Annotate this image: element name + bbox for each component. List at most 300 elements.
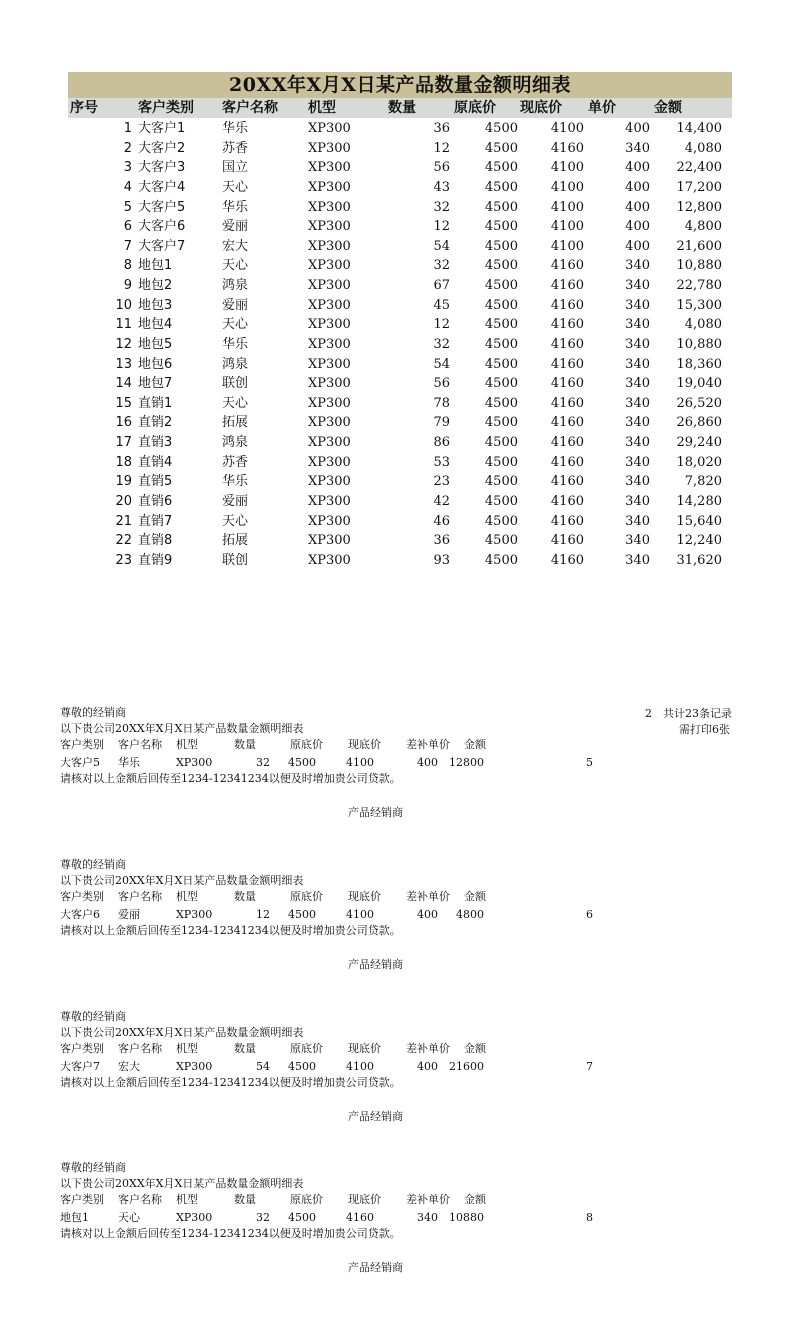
quantity-cell[interactable]: 46 [433,513,450,529]
amount-cell[interactable]: 15,640 [676,513,722,529]
notice-signature: 产品经销商 [348,958,403,971]
customer-type-cell[interactable]: 大客户2 [138,140,186,156]
customer-name-cell[interactable]: 华乐 [222,121,249,136]
quantity-cell[interactable]: 54 [433,356,450,372]
customer-type-cell[interactable]: 大客户3 [138,160,186,176]
current-price-cell[interactable]: 4100 [550,238,584,254]
quantity-cell[interactable]: 36 [433,533,450,549]
row-number-cell[interactable]: 7 [123,238,132,254]
model-cell[interactable]: XP300 [308,258,351,274]
notice-diff-cell[interactable]: 400 [417,756,438,769]
notice-intro: 以下贵公司20XX年X月X日某产品数量金额明细表 [60,722,304,735]
quantity-cell[interactable]: 42 [433,493,450,509]
table-row [68,335,732,355]
unit-price-cell[interactable]: 340 [625,513,650,529]
original-price-cell[interactable]: 4500 [484,513,518,529]
customer-name-cell[interactable]: 联创 [222,552,249,568]
current-price-cell[interactable]: 4160 [550,474,584,490]
row-number-cell[interactable]: 4 [123,179,132,195]
quantity-cell[interactable]: 45 [433,297,450,313]
row-number-cell[interactable]: 21 [115,513,132,529]
row-number-cell[interactable]: 11 [115,317,132,333]
unit-price-cell[interactable]: 340 [625,395,650,411]
header-now[interactable]: 现底价 [520,100,562,116]
original-price-cell[interactable]: 4500 [484,317,518,333]
model-cell[interactable]: XP300 [308,493,351,509]
model-cell[interactable]: XP300 [308,435,351,450]
notice-qty-cell[interactable]: 32 [256,756,270,769]
model-cell[interactable]: XP300 [308,513,351,529]
notice-greeting: 尊敬的经销商 [60,858,126,871]
customer-type-cell[interactable]: 直销4 [138,454,173,470]
original-price-cell[interactable]: 4500 [484,474,518,490]
quantity-cell[interactable]: 32 [433,336,450,352]
unit-price-cell[interactable]: 340 [625,297,650,313]
table-row [68,433,732,453]
notice-orig-cell[interactable]: 4500 [288,908,316,921]
model-cell[interactable]: XP300 [308,317,351,333]
row-number-cell[interactable]: 5 [123,199,132,215]
model-cell[interactable]: XP300 [308,278,351,293]
amount-cell[interactable]: 10,880 [676,258,722,274]
notice-amount-cell[interactable]: 21600 [449,1060,484,1073]
notice-orig-cell[interactable]: 4500 [288,1211,316,1224]
table-row [68,492,732,512]
model-cell[interactable]: XP300 [308,297,351,313]
model-cell[interactable]: XP300 [308,376,351,392]
unit-price-cell[interactable]: 340 [625,140,650,156]
original-price-cell[interactable]: 4500 [484,238,518,254]
table-row [68,374,732,394]
notice-orig-cell[interactable]: 4500 [288,756,316,769]
customer-name-cell[interactable]: 苏香 [222,454,249,470]
model-cell[interactable]: XP300 [308,199,351,215]
notice-now-cell[interactable]: 4100 [346,756,374,769]
customer-type-cell[interactable]: 直销5 [138,474,173,490]
header-model[interactable]: 机型 [308,100,336,116]
original-price-cell[interactable]: 4500 [484,533,518,549]
header-unit[interactable]: 单价 [588,100,616,116]
customer-type-cell[interactable]: 地包3 [138,297,173,313]
original-price-cell[interactable]: 4500 [484,376,518,392]
amount-cell[interactable]: 4,080 [684,140,722,156]
original-price-cell[interactable]: 4500 [484,395,518,411]
customer-name-cell[interactable]: 华乐 [222,199,249,215]
notice-orig-cell[interactable]: 4500 [288,1060,316,1073]
amount-cell[interactable]: 22,780 [676,278,722,293]
notice-qty-cell[interactable]: 12 [256,908,270,921]
model-cell[interactable]: XP300 [308,336,351,352]
original-price-cell[interactable]: 4500 [484,121,518,136]
model-cell[interactable]: XP300 [308,179,351,195]
row-number-cell[interactable]: 3 [123,160,132,176]
notice-index-cell[interactable]: 5 [586,756,593,769]
amount-cell[interactable]: 4,800 [684,219,722,235]
amount-cell[interactable]: 29,240 [676,435,722,450]
quantity-cell[interactable]: 12 [433,140,450,156]
unit-price-cell[interactable]: 340 [625,533,650,549]
table-row [68,315,732,335]
header-amount[interactable]: 金额 [654,100,682,116]
row-number-cell[interactable]: 12 [115,336,132,352]
amount-cell[interactable]: 19,040 [676,376,722,392]
notice-header-cell: 原底价 [290,1193,323,1206]
model-cell[interactable]: XP300 [308,474,351,490]
table-row [68,394,732,414]
original-price-cell[interactable]: 4500 [484,356,518,372]
unit-price-cell[interactable]: 400 [625,121,650,136]
customer-type-cell[interactable]: 直销1 [138,395,173,411]
notice-name-cell[interactable]: 天心 [118,1211,140,1224]
customer-type-cell[interactable]: 直销6 [138,493,173,509]
notice-header-cell: 机型 [176,890,198,903]
customer-type-cell[interactable]: 地包2 [138,278,173,293]
current-price-cell[interactable]: 4100 [550,199,584,215]
row-number-cell[interactable]: 1 [123,121,132,136]
amount-cell[interactable]: 18,020 [676,454,722,470]
customer-type-cell[interactable]: 地包5 [138,336,173,352]
current-price-cell[interactable]: 4160 [550,454,584,470]
notice-index-cell[interactable]: 7 [586,1060,593,1073]
quantity-cell[interactable]: 56 [433,376,450,392]
quantity-cell[interactable]: 67 [433,278,450,293]
amount-cell[interactable]: 14,400 [676,121,722,136]
current-price-cell[interactable]: 4160 [550,140,584,156]
unit-price-cell[interactable]: 340 [625,552,650,568]
current-price-cell[interactable]: 4160 [550,415,584,431]
notice-header-cell: 金额 [464,1193,486,1206]
customer-type-cell[interactable]: 地包7 [138,376,173,392]
customer-type-cell[interactable]: 地包4 [138,317,173,333]
row-number-cell[interactable]: 10 [115,297,132,313]
notice-model-cell[interactable]: XP300 [176,1211,213,1224]
quantity-cell[interactable]: 79 [433,415,450,431]
notice-header-cell: 客户名称 [118,890,162,903]
customer-type-cell[interactable]: 直销9 [138,552,173,568]
notice-header-cell: 客户类别 [60,738,104,751]
header-type[interactable]: 客户类别 [138,100,194,116]
unit-price-cell[interactable]: 400 [625,160,650,176]
original-price-cell[interactable]: 4500 [484,278,518,293]
amount-cell[interactable]: 17,200 [676,179,722,195]
notice-request: 请核对以上金额后回传至1234-12341234以便及时增加贵公司贷款。 [60,772,401,785]
quantity-cell[interactable]: 32 [433,199,450,215]
row-number-cell[interactable]: 20 [115,493,132,509]
notice-header-cell: 客户名称 [118,738,162,751]
row-number-cell[interactable]: 18 [115,454,132,470]
current-price-cell[interactable]: 4160 [550,395,584,411]
notice-request: 请核对以上金额后回传至1234-12341234以便及时增加贵公司贷款。 [60,924,401,937]
unit-price-cell[interactable]: 400 [625,219,650,235]
row-number-cell[interactable]: 2 [123,140,132,156]
unit-price-cell[interactable]: 340 [625,474,650,490]
amount-cell[interactable]: 26,520 [676,395,722,411]
customer-type-cell[interactable]: 直销3 [138,435,173,450]
notice-signature: 产品经销商 [348,1261,403,1274]
customer-type-cell[interactable]: 大客户5 [138,199,186,215]
model-cell[interactable]: XP300 [308,415,351,431]
notice-header-cell: 金额 [464,1042,486,1055]
quantity-cell[interactable]: 86 [433,435,450,450]
original-price-cell[interactable]: 4500 [484,160,518,176]
notice-amount-cell[interactable]: 10880 [449,1211,484,1224]
notice-header-cell: 客户类别 [60,1193,104,1206]
unit-price-cell[interactable]: 400 [625,238,650,254]
current-price-cell[interactable]: 4160 [550,552,584,568]
quantity-cell[interactable]: 43 [433,179,450,195]
notice-header-cell: 客户名称 [118,1193,162,1206]
notice-amount-cell[interactable]: 4800 [456,908,484,921]
notice-header-cell: 现底价 [348,890,381,903]
table-row [68,276,732,296]
unit-price-cell[interactable]: 400 [625,179,650,195]
table-row [68,472,732,492]
model-cell[interactable]: XP300 [308,219,351,235]
amount-cell[interactable]: 18,360 [676,356,722,372]
current-price-cell[interactable]: 4160 [550,533,584,549]
header-qty[interactable]: 数量 [388,100,416,116]
notice-type-cell[interactable]: 大客户7 [60,1060,100,1073]
row-number-cell[interactable]: 6 [123,219,132,235]
model-cell[interactable]: XP300 [308,160,351,176]
original-price-cell[interactable]: 4500 [484,454,518,470]
quantity-cell[interactable]: 36 [433,121,450,136]
table-row [68,355,732,375]
quantity-cell[interactable]: 56 [433,160,450,176]
customer-name-cell[interactable]: 宏大 [222,238,249,254]
notice-diff-cell[interactable]: 340 [417,1211,438,1224]
row-number-cell[interactable]: 23 [115,552,132,568]
customer-name-cell[interactable]: 爱丽 [222,297,249,313]
customer-name-cell[interactable]: 华乐 [222,336,249,352]
notice-name-cell[interactable]: 宏大 [118,1060,140,1073]
notice-now-cell[interactable]: 4100 [346,908,374,921]
customer-type-cell[interactable]: 大客户6 [138,219,186,235]
notice-diff-cell[interactable]: 400 [417,908,438,921]
current-price-cell[interactable]: 4160 [550,435,584,450]
print-pages: 需打印6张 [679,723,730,736]
customer-type-cell[interactable]: 大客户4 [138,179,186,195]
table-row [68,139,732,159]
customer-name-cell[interactable]: 鸿泉 [222,278,249,293]
notice-model-cell[interactable]: XP300 [176,908,213,921]
model-cell[interactable]: XP300 [308,356,351,372]
notice-header-cell: 金额 [464,738,486,751]
amount-cell[interactable]: 22,400 [676,160,722,176]
model-cell[interactable]: XP300 [308,140,351,156]
amount-cell[interactable]: 10,880 [676,336,722,352]
quantity-cell[interactable]: 23 [433,474,450,490]
amount-cell[interactable]: 21,600 [676,238,722,254]
amount-cell[interactable]: 12,800 [676,199,722,215]
amount-cell[interactable]: 14,280 [676,493,722,509]
current-price-cell[interactable]: 4100 [550,121,584,136]
header-no[interactable]: 序号 [70,100,98,116]
notice-amount-cell[interactable]: 12800 [449,756,484,769]
quantity-cell[interactable]: 93 [433,552,450,568]
notice-index-cell[interactable]: 8 [586,1211,593,1224]
header-name[interactable]: 客户名称 [222,100,278,116]
notice-header-cell: 原底价 [290,890,323,903]
notice-header-cell: 现底价 [348,738,381,751]
customer-type-cell[interactable]: 直销7 [138,513,173,529]
model-cell[interactable]: XP300 [308,552,351,568]
row-number-cell[interactable]: 16 [115,415,132,431]
notice-type-cell[interactable]: 大客户5 [60,756,100,769]
model-cell[interactable]: XP300 [308,454,351,470]
unit-price-cell[interactable]: 340 [625,258,650,274]
current-price-cell[interactable]: 4160 [550,356,584,372]
notice-type-cell[interactable]: 地包1 [60,1211,89,1224]
unit-price-cell[interactable]: 340 [625,376,650,392]
unit-price-cell[interactable]: 340 [625,356,650,372]
notice-model-cell[interactable]: XP300 [176,756,213,769]
notice-header-cell: 客户类别 [60,1042,104,1055]
notice-header-cell: 差补单价 [406,1193,450,1206]
row-number-cell[interactable]: 14 [115,376,132,392]
table-header [68,98,732,118]
notice-name-cell[interactable]: 华乐 [118,756,140,769]
original-price-cell[interactable]: 4500 [484,219,518,235]
notice-qty-cell[interactable]: 54 [256,1060,270,1073]
notice-header-cell: 客户名称 [118,1042,162,1055]
amount-cell[interactable]: 31,620 [676,552,722,568]
original-price-cell[interactable]: 4500 [484,415,518,431]
current-price-cell[interactable]: 4160 [550,317,584,333]
customer-name-cell[interactable]: 鸿泉 [222,356,249,372]
customer-name-cell[interactable]: 爱丽 [222,219,249,235]
table-row [68,178,732,198]
notice-diff-cell[interactable]: 400 [417,1060,438,1073]
row-number-cell[interactable]: 17 [115,435,132,450]
unit-price-cell[interactable]: 340 [625,278,650,293]
customer-type-cell[interactable]: 地包1 [138,258,173,274]
table-row [68,237,732,257]
customer-name-cell[interactable]: 拓展 [222,533,249,549]
original-price-cell[interactable]: 4500 [484,297,518,313]
current-price-cell[interactable]: 4160 [550,513,584,529]
original-price-cell[interactable]: 4500 [484,179,518,195]
customer-name-cell[interactable]: 天心 [222,258,249,274]
quantity-cell[interactable]: 32 [433,258,450,274]
dealer-notice [60,1010,740,1125]
notice-type-cell[interactable]: 大客户6 [60,908,100,921]
unit-price-cell[interactable]: 340 [625,435,650,450]
current-price-cell[interactable]: 4100 [550,219,584,235]
notice-name-cell[interactable]: 爱丽 [118,908,140,921]
customer-name-cell[interactable]: 天心 [222,179,249,195]
amount-cell[interactable]: 7,820 [684,474,722,490]
row-number-cell[interactable]: 15 [115,395,132,411]
unit-price-cell[interactable]: 340 [625,415,650,431]
customer-name-cell[interactable]: 联创 [222,376,249,392]
amount-cell[interactable]: 15,300 [676,297,722,313]
model-cell[interactable]: XP300 [308,238,351,254]
model-cell[interactable]: XP300 [308,121,351,136]
original-price-cell[interactable]: 4500 [484,493,518,509]
original-price-cell[interactable]: 4500 [484,336,518,352]
unit-price-cell[interactable]: 340 [625,454,650,470]
quantity-cell[interactable]: 78 [433,395,450,411]
notice-qty-cell[interactable]: 32 [256,1211,270,1224]
original-price-cell[interactable]: 4500 [484,435,518,450]
customer-type-cell[interactable]: 大客户7 [138,238,186,254]
current-price-cell[interactable]: 4160 [550,493,584,509]
notice-header-cell: 数量 [234,1042,256,1055]
notice-now-cell[interactable]: 4160 [346,1211,374,1224]
current-price-cell[interactable]: 4160 [550,336,584,352]
total-records: 共计23条记录 [663,707,732,720]
quantity-cell[interactable]: 12 [433,219,450,235]
current-price-cell[interactable]: 4160 [550,297,584,313]
unit-price-cell[interactable]: 340 [625,493,650,509]
table-row [68,158,732,178]
quantity-cell[interactable]: 12 [433,317,450,333]
customer-name-cell[interactable]: 苏香 [222,140,249,156]
notice-header-cell: 机型 [176,1193,198,1206]
quantity-cell[interactable]: 53 [433,454,450,470]
notice-model-cell[interactable]: XP300 [176,1060,213,1073]
model-cell[interactable]: XP300 [308,395,351,411]
row-number-cell[interactable]: 13 [115,356,132,372]
customer-name-cell[interactable]: 天心 [222,395,249,411]
customer-type-cell[interactable]: 大客户1 [138,121,186,136]
quantity-cell[interactable]: 54 [433,238,450,254]
customer-name-cell[interactable]: 天心 [222,317,249,333]
customer-name-cell[interactable]: 爱丽 [222,493,249,509]
notice-header-cell: 现底价 [348,1193,381,1206]
row-number-cell[interactable]: 19 [115,474,132,490]
customer-name-cell[interactable]: 鸿泉 [222,435,249,450]
notice-now-cell[interactable]: 4100 [346,1060,374,1073]
header-orig[interactable]: 原底价 [454,100,496,116]
customer-type-cell[interactable]: 直销8 [138,533,173,549]
current-price-cell[interactable]: 4160 [550,376,584,392]
row-number-cell[interactable]: 9 [123,278,132,293]
current-price-cell[interactable]: 4160 [550,278,584,293]
notice-index-cell[interactable]: 6 [586,908,593,921]
original-price-cell[interactable]: 4500 [484,199,518,215]
customer-type-cell[interactable]: 直销2 [138,415,173,431]
customer-name-cell[interactable]: 拓展 [222,415,249,431]
current-price-cell[interactable]: 4160 [550,258,584,274]
notice-header-cell: 现底价 [348,1042,381,1055]
amount-cell[interactable]: 4,080 [684,317,722,333]
current-price-cell[interactable]: 4100 [550,179,584,195]
amount-cell[interactable]: 26,860 [676,415,722,431]
original-price-cell[interactable]: 4500 [484,140,518,156]
current-price-cell[interactable]: 4100 [550,160,584,176]
original-price-cell[interactable]: 4500 [484,552,518,568]
customer-name-cell[interactable]: 天心 [222,513,249,529]
unit-price-cell[interactable]: 400 [625,199,650,215]
original-price-cell[interactable]: 4500 [484,258,518,274]
customer-name-cell[interactable]: 华乐 [222,474,249,490]
customer-name-cell[interactable]: 国立 [222,160,249,176]
unit-price-cell[interactable]: 340 [625,336,650,352]
notice-intro: 以下贵公司20XX年X月X日某产品数量金额明细表 [60,1177,304,1190]
dealer-notice [60,1161,740,1276]
row-number-cell[interactable]: 8 [123,258,132,274]
amount-cell[interactable]: 12,240 [676,533,722,549]
unit-price-cell[interactable]: 340 [625,317,650,333]
customer-type-cell[interactable]: 地包6 [138,356,173,372]
notice-greeting: 尊敬的经销商 [60,1010,126,1023]
table-row [68,453,732,473]
model-cell[interactable]: XP300 [308,533,351,549]
notice-header-cell: 原底价 [290,738,323,751]
row-number-cell[interactable]: 22 [115,533,132,549]
